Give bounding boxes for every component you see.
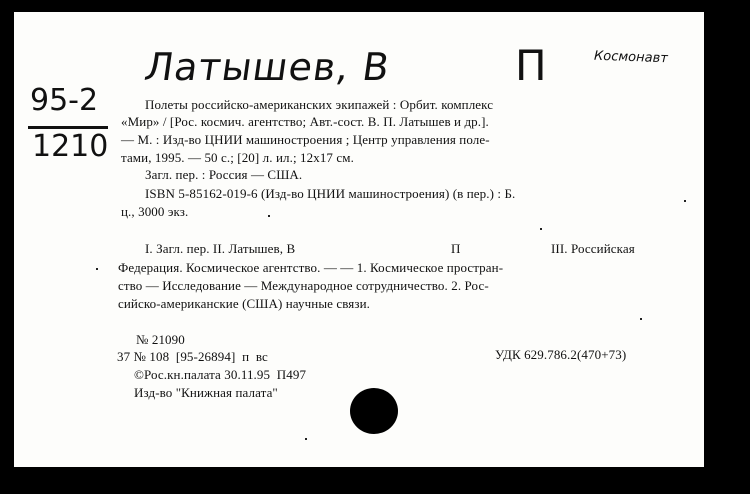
tracing-line-1-right: III. Российская (551, 241, 635, 256)
scan-speck (268, 215, 270, 217)
handwritten-topic-note: Космонавт (593, 48, 669, 67)
isbn-line-1: ISBN 5-85162-019-6 (Изд-во ЦНИИ машиностроения) (в пер.) : Б. (145, 186, 516, 201)
description-line-4: тами, 1995. — 50 с.; [20] л. ил.; 12х17 см. (121, 150, 354, 165)
tracing-line-1-left: I. Загл. пер. II. Латышев, В (145, 241, 296, 256)
shelf-mark-bottom: 1210 (32, 129, 109, 164)
publisher-line: Изд-во "Книжная палата" (134, 385, 278, 400)
title-note: Загл. пер. : Россия — США. (145, 167, 303, 182)
book-chamber-line: ©Рос.кн.палата 30.11.95 П497 (134, 367, 307, 382)
description-line-3: — М. : Изд-во ЦНИИ машиностроения ; Центр управления поле- (121, 132, 490, 147)
tracing-line-2: Федерация. Космическое агентство. — — 1. Космическое простран- (118, 260, 504, 275)
tracing-line-3: ство — Исследование — Международное сотрудничество. 2. Рос- (118, 278, 489, 293)
scan-speck (640, 318, 642, 320)
description-line-2: «Мир» / [Рос. космич. агентство; Авт.-сост. В. П. Латышев и др.]. (121, 114, 489, 129)
handwritten-letter: П (515, 41, 547, 90)
isbn-line-2: ц., 3000 экз. (121, 204, 189, 219)
shelf-mark-top: 95-2 (30, 83, 99, 118)
udc-code: УДК 629.786.2(470+73) (495, 347, 627, 362)
record-number: № 21090 (136, 332, 185, 347)
scan-speck (540, 228, 542, 230)
scan-speck (96, 268, 98, 270)
tracing-line-4: сийско-американские (США) научные связи. (118, 296, 371, 311)
ink-blot (350, 388, 398, 434)
scan-speck (684, 200, 686, 202)
print-order-line: 37 № 108 [95-26894] п вс (117, 349, 268, 364)
scan-speck (305, 438, 307, 440)
tracing-line-1-letter: П (451, 241, 461, 256)
handwritten-author: Латышев, В (141, 45, 393, 89)
description-line-1: Полеты российско-американских экипажей : Орбит. комплекс (145, 97, 494, 112)
